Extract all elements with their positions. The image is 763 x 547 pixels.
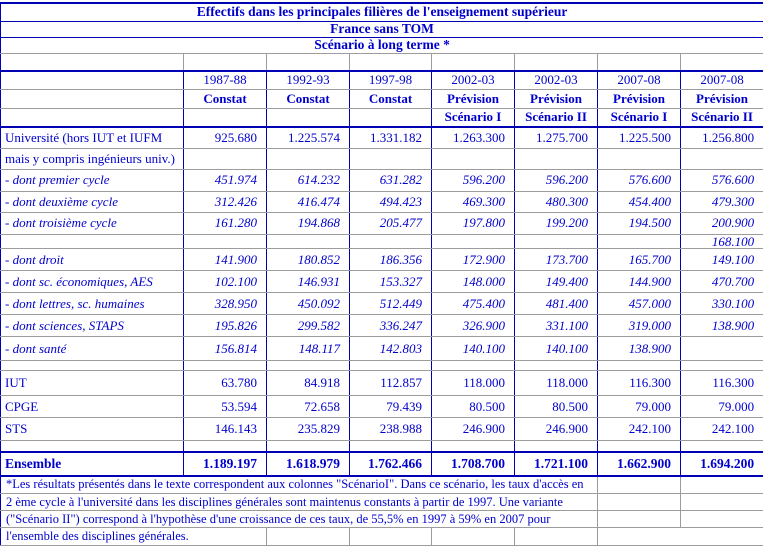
- col-scenario-cell: [350, 108, 432, 127]
- empty-cell: [1, 89, 184, 108]
- value-cell: 1.708.700: [432, 452, 515, 476]
- table-row: [1, 148, 763, 169]
- col-year-cell: 2002-03: [432, 71, 515, 89]
- table-title-line1: Effectifs dans les principales filières de l'enseignement supérieur: [1, 3, 763, 21]
- footnote-line: *Les résultats présentés dans le texte correspondent aux colonnes "ScénarioI". Dans ce scénario, les taux d'accès en: [1, 476, 598, 494]
- empty-cell: [598, 148, 681, 169]
- empty-cell: [432, 528, 515, 546]
- empty-cell: [681, 441, 763, 452]
- value-cell: 576.600: [598, 169, 681, 191]
- col-year-cell: 1992-93: [267, 71, 350, 89]
- value-cell: 118.000: [432, 371, 515, 396]
- value-cell: 1.618.979: [267, 452, 350, 476]
- col-kind-cell: Prévision: [515, 89, 598, 108]
- empty-cell: [681, 361, 763, 371]
- empty-cell: [598, 494, 681, 511]
- empty-cell: [184, 441, 267, 452]
- empty-cell: [515, 53, 598, 71]
- footnote-line: 2 ème cycle à l'université dans les disciplines générales sont maintenus constants à partir de 1997. Une variante: [1, 494, 598, 511]
- value-cell: 80.500: [432, 396, 515, 418]
- table-title-line3: Scénario à long terme *: [1, 37, 763, 53]
- col-year-cell: 2002-03: [515, 71, 598, 89]
- value-cell: 165.700: [598, 249, 681, 271]
- empty-cell: [1, 441, 184, 452]
- value-cell: 1.721.100: [515, 452, 598, 476]
- value-cell: 116.300: [598, 371, 681, 396]
- value-cell: 475.400: [432, 293, 515, 315]
- value-cell: 1.275.700: [515, 127, 598, 148]
- value-cell: 53.594: [184, 396, 267, 418]
- value-cell: 246.900: [515, 418, 598, 441]
- value-cell: 331.100: [515, 315, 598, 337]
- empty-cell: [267, 53, 350, 71]
- value-cell: 470.700: [681, 271, 763, 293]
- table-title-line2: France sans TOM: [1, 21, 763, 37]
- value-cell: 140.100: [515, 337, 598, 361]
- row-label: - dont troisième cycle: [1, 212, 184, 234]
- empty-cell: [1, 234, 184, 249]
- value-cell: 481.400: [515, 293, 598, 315]
- row-label: - dont sciences, STAPS: [1, 315, 184, 337]
- spacer-row: [1, 441, 763, 452]
- col-scenario-cell: [267, 108, 350, 127]
- col-scenario-cell: [184, 108, 267, 127]
- empty-cell: [681, 148, 763, 169]
- empty-cell: [184, 53, 267, 71]
- table-row: [1, 37, 763, 53]
- table-row: [1, 418, 763, 441]
- value-cell: 596.200: [432, 169, 515, 191]
- value-cell: 1.331.182: [350, 127, 432, 148]
- footnote-line: ("Scénario II") correspond à l'hypothèse d'une croissance de ces taux, de 55,5% en 1997 à 59% en 2007 pour: [1, 511, 598, 528]
- empty-cell: [432, 53, 515, 71]
- value-cell: 631.282: [350, 169, 432, 191]
- table-row: [1, 3, 763, 21]
- empty-cell: [598, 234, 681, 249]
- value-cell: 173.700: [515, 249, 598, 271]
- empty-cell: [184, 148, 267, 169]
- value-cell: 1.225.500: [598, 127, 681, 148]
- value-cell: 156.814: [184, 337, 267, 361]
- value-cell: 312.426: [184, 191, 267, 212]
- table-row: [1, 127, 763, 148]
- col-kind-cell: Prévision: [598, 89, 681, 108]
- col-kind-cell: Prévision: [681, 89, 763, 108]
- value-cell: 79.000: [598, 396, 681, 418]
- empty-cell: [267, 148, 350, 169]
- empty-cell: [350, 53, 432, 71]
- value-cell: 1.189.197: [184, 452, 267, 476]
- col-year-cell: 2007-08: [598, 71, 681, 89]
- value-cell: 242.100: [681, 418, 763, 441]
- value-cell: 116.300: [681, 371, 763, 396]
- row-label: - dont sc. économiques, AES: [1, 271, 184, 293]
- col-scenario-cell: Scénario I: [598, 108, 681, 127]
- value-cell: 242.100: [598, 418, 681, 441]
- value-cell: 195.826: [184, 315, 267, 337]
- header-row-kind: [1, 89, 763, 108]
- value-cell: 63.780: [184, 371, 267, 396]
- table-row: [1, 21, 763, 37]
- value-cell: 330.100: [681, 293, 763, 315]
- empty-cell: [1, 108, 184, 127]
- row-label: - dont lettres, sc. humaines: [1, 293, 184, 315]
- value-cell: 299.582: [267, 315, 350, 337]
- value-cell: 1.662.900: [598, 452, 681, 476]
- empty-cell: [267, 441, 350, 452]
- value-cell: 512.449: [350, 293, 432, 315]
- table-row: [1, 191, 763, 212]
- col-kind-cell: Constat: [184, 89, 267, 108]
- value-cell: 148.000: [432, 271, 515, 293]
- footnote-line: l'ensemble des disciplines générales.: [1, 528, 267, 546]
- value-cell: 319.000: [598, 315, 681, 337]
- value-cell: 79.000: [681, 396, 763, 418]
- table-row: [1, 396, 763, 418]
- value-cell: 480.300: [515, 191, 598, 212]
- value-cell: 112.857: [350, 371, 432, 396]
- row-label: - dont santé: [1, 337, 184, 361]
- value-cell: 146.143: [184, 418, 267, 441]
- value-cell: 1.225.574: [267, 127, 350, 148]
- value-cell: 138.900: [681, 315, 763, 337]
- empty-cell: [350, 148, 432, 169]
- value-cell: 238.988: [350, 418, 432, 441]
- total-row: [1, 452, 763, 476]
- table-row: [1, 293, 763, 315]
- value-cell: 199.200: [515, 212, 598, 234]
- value-cell: 172.900: [432, 249, 515, 271]
- value-cell: 328.950: [184, 293, 267, 315]
- footnote-row: [1, 476, 763, 494]
- empty-cell: [1, 361, 184, 371]
- row-label: mais y compris ingénieurs univ.): [1, 148, 184, 169]
- empty-cell: [681, 53, 763, 71]
- value-cell: 336.247: [350, 315, 432, 337]
- value-cell: 149.100: [681, 249, 763, 271]
- table-row: [1, 337, 763, 361]
- value-cell: 494.423: [350, 191, 432, 212]
- value-cell: 576.600: [681, 169, 763, 191]
- table-row: [1, 169, 763, 191]
- value-cell: 153.327: [350, 271, 432, 293]
- empty-cell: [1, 71, 184, 89]
- value-cell: 194.868: [267, 212, 350, 234]
- value-cell: 326.900: [432, 315, 515, 337]
- value-cell: 194.500: [598, 212, 681, 234]
- value-cell: 142.803: [350, 337, 432, 361]
- value-cell: 1.762.466: [350, 452, 432, 476]
- value-cell: 925.680: [184, 127, 267, 148]
- value-cell: 416.474: [267, 191, 350, 212]
- empty-cell: [598, 441, 681, 452]
- value-cell: 457.000: [598, 293, 681, 315]
- empty-cell: [432, 234, 515, 249]
- value-cell: [681, 337, 763, 361]
- row-label: - dont droit: [1, 249, 184, 271]
- empty-cell: [267, 361, 350, 371]
- value-cell: 168.100: [681, 234, 763, 249]
- col-scenario-cell: Scénario II: [681, 108, 763, 127]
- value-cell: 80.500: [515, 396, 598, 418]
- row-label: Ensemble: [1, 452, 184, 476]
- value-cell: 72.658: [267, 396, 350, 418]
- footnote-row: [1, 511, 763, 528]
- empty-cell: [267, 234, 350, 249]
- table-row: [1, 371, 763, 396]
- col-year-cell: 1997-98: [350, 71, 432, 89]
- row-label: - dont premier cycle: [1, 169, 184, 191]
- table-row: [1, 271, 763, 293]
- empty-cell: [350, 441, 432, 452]
- value-cell: 146.931: [267, 271, 350, 293]
- col-scenario-cell: Scénario I: [432, 108, 515, 127]
- table-subrow: [1, 234, 763, 249]
- empty-cell: [681, 494, 763, 511]
- value-cell: 614.232: [267, 169, 350, 191]
- value-cell: 197.800: [432, 212, 515, 234]
- empty-cell: [515, 234, 598, 249]
- value-cell: 118.000: [515, 371, 598, 396]
- value-cell: 79.439: [350, 396, 432, 418]
- value-cell: 200.900: [681, 212, 763, 234]
- empty-cell: [681, 476, 763, 494]
- empty-cell: [598, 53, 681, 71]
- empty-cell: [515, 361, 598, 371]
- empty-cell: [350, 234, 432, 249]
- empty-cell: [350, 528, 432, 546]
- value-cell: 1.694.200: [681, 452, 763, 476]
- spacer-row: [1, 361, 763, 371]
- spacer-row: [1, 53, 763, 71]
- value-cell: 102.100: [184, 271, 267, 293]
- empty-cell: [267, 528, 350, 546]
- col-kind-cell: Prévision: [432, 89, 515, 108]
- col-year-cell: 1987-88: [184, 71, 267, 89]
- value-cell: 469.300: [432, 191, 515, 212]
- header-row-scenario: [1, 108, 763, 127]
- empty-cell: [598, 528, 681, 546]
- empty-cell: [184, 234, 267, 249]
- table-row: [1, 315, 763, 337]
- empty-cell: [598, 361, 681, 371]
- empty-cell: [184, 361, 267, 371]
- value-cell: 235.829: [267, 418, 350, 441]
- value-cell: 138.900: [598, 337, 681, 361]
- effectifs-table: [0, 2, 763, 546]
- empty-cell: [350, 361, 432, 371]
- footnote-row: [1, 528, 763, 546]
- row-label: Université (hors IUT et IUFM: [1, 127, 184, 148]
- row-label: STS: [1, 418, 184, 441]
- col-kind-cell: Constat: [267, 89, 350, 108]
- value-cell: 149.400: [515, 271, 598, 293]
- table-row: [1, 249, 763, 271]
- empty-cell: [598, 511, 681, 528]
- value-cell: 161.280: [184, 212, 267, 234]
- value-cell: 1.256.800: [681, 127, 763, 148]
- row-label: - dont deuxième cycle: [1, 191, 184, 212]
- empty-cell: [432, 361, 515, 371]
- footnote-row: [1, 494, 763, 511]
- value-cell: 144.900: [598, 271, 681, 293]
- value-cell: 148.117: [267, 337, 350, 361]
- empty-cell: [1, 53, 184, 71]
- value-cell: 140.100: [432, 337, 515, 361]
- value-cell: 186.356: [350, 249, 432, 271]
- row-label: IUT: [1, 371, 184, 396]
- value-cell: 246.900: [432, 418, 515, 441]
- row-label: CPGE: [1, 396, 184, 418]
- empty-cell: [515, 528, 598, 546]
- value-cell: 451.974: [184, 169, 267, 191]
- value-cell: 1.263.300: [432, 127, 515, 148]
- empty-cell: [598, 476, 681, 494]
- col-kind-cell: Constat: [350, 89, 432, 108]
- value-cell: 84.918: [267, 371, 350, 396]
- empty-cell: [681, 511, 763, 528]
- empty-cell: [515, 441, 598, 452]
- value-cell: 450.092: [267, 293, 350, 315]
- col-scenario-cell: Scénario II: [515, 108, 598, 127]
- value-cell: 141.900: [184, 249, 267, 271]
- col-year-cell: 2007-08: [681, 71, 763, 89]
- value-cell: 454.400: [598, 191, 681, 212]
- empty-cell: [515, 148, 598, 169]
- table-row: [1, 212, 763, 234]
- header-row-years: [1, 71, 763, 89]
- value-cell: 180.852: [267, 249, 350, 271]
- empty-cell: [432, 441, 515, 452]
- empty-cell: [432, 148, 515, 169]
- value-cell: 479.300: [681, 191, 763, 212]
- value-cell: 596.200: [515, 169, 598, 191]
- value-cell: 205.477: [350, 212, 432, 234]
